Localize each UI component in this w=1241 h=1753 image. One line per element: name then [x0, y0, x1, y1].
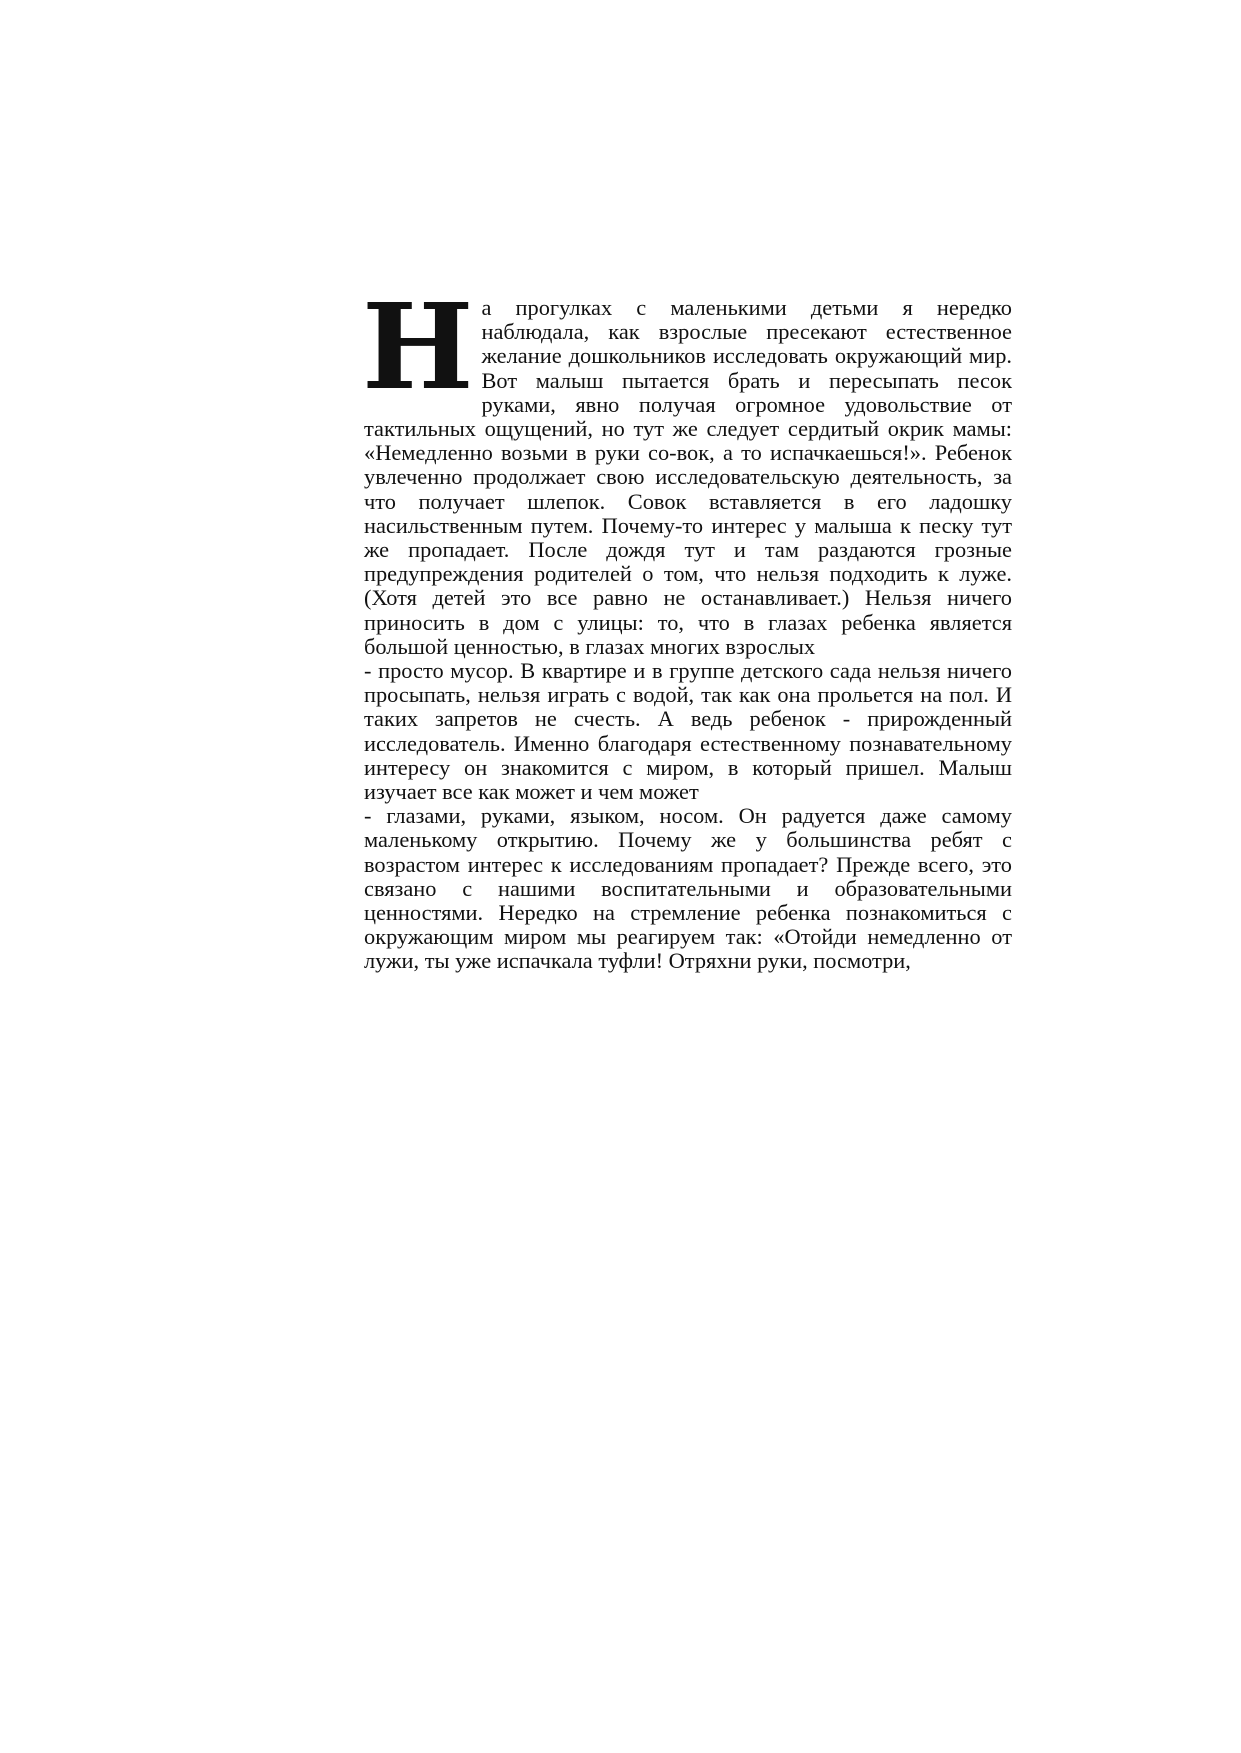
drop-cap-letter: Н [362, 277, 474, 416]
paragraph-3: - глазами, руками, языком, носом. Он радуется даже самому маленькому открытию. Почему же у большинства ребят с возрастом интерес к исследованиям пропадает? Прежде всего, это связано с нашими воспитательными и образовательными ценностями. Нередко на стремление ребенка познакомиться с окружающим миром мы реагируем так: «Отойди немедленно от лужи, ты уже испачкала туфли! Отряхни руки, посмотри, [364, 803, 1012, 974]
article-text-block [362, 277, 1012, 974]
paragraph-1-text: а прогулках с маленькими детьми я нередко наблюдала, как взрослые пресекают естественное желание дошкольников исследовать окружающий мир. Вот малыш пытается брать и пересыпать песок руками, явно получая огромное удовольствие от тактильных ощущений, но тут же следует сердитый окрик мамы: «Немедленно возьми в руки со-вок, а то испачкаешься!». Ребенок увлеченно продолжает свою исследовательскую деятельность, за что получает шлепок. Совок вставляется в его ладошку насильственным путем. Почему-то интерес у малыша к песку тут же пропадает. После дождя тут и там раздаются грозные предупреждения родителей о том, что нельзя подходить к луже. (Хотя детей это все равно не останавливает.) Нельзя ничего приносить в дом с улицы: то, что в глазах ребенка является большой ценностью, в глазах многих взрослых [364, 295, 1012, 659]
paragraph-2: - просто мусор. В квартире и в группе детского сада нельзя ничего просыпать, нельзя играть с водой, так как она прольется на пол. И таких запретов не счесть. А ведь ребенок - прирожденный исследователь. Именно благодаря естественному познавательному интересу он знакомится с миром, в который пришел. Малыш изучает все как может и чем может [364, 658, 1012, 805]
paragraph-1 [362, 277, 1012, 659]
